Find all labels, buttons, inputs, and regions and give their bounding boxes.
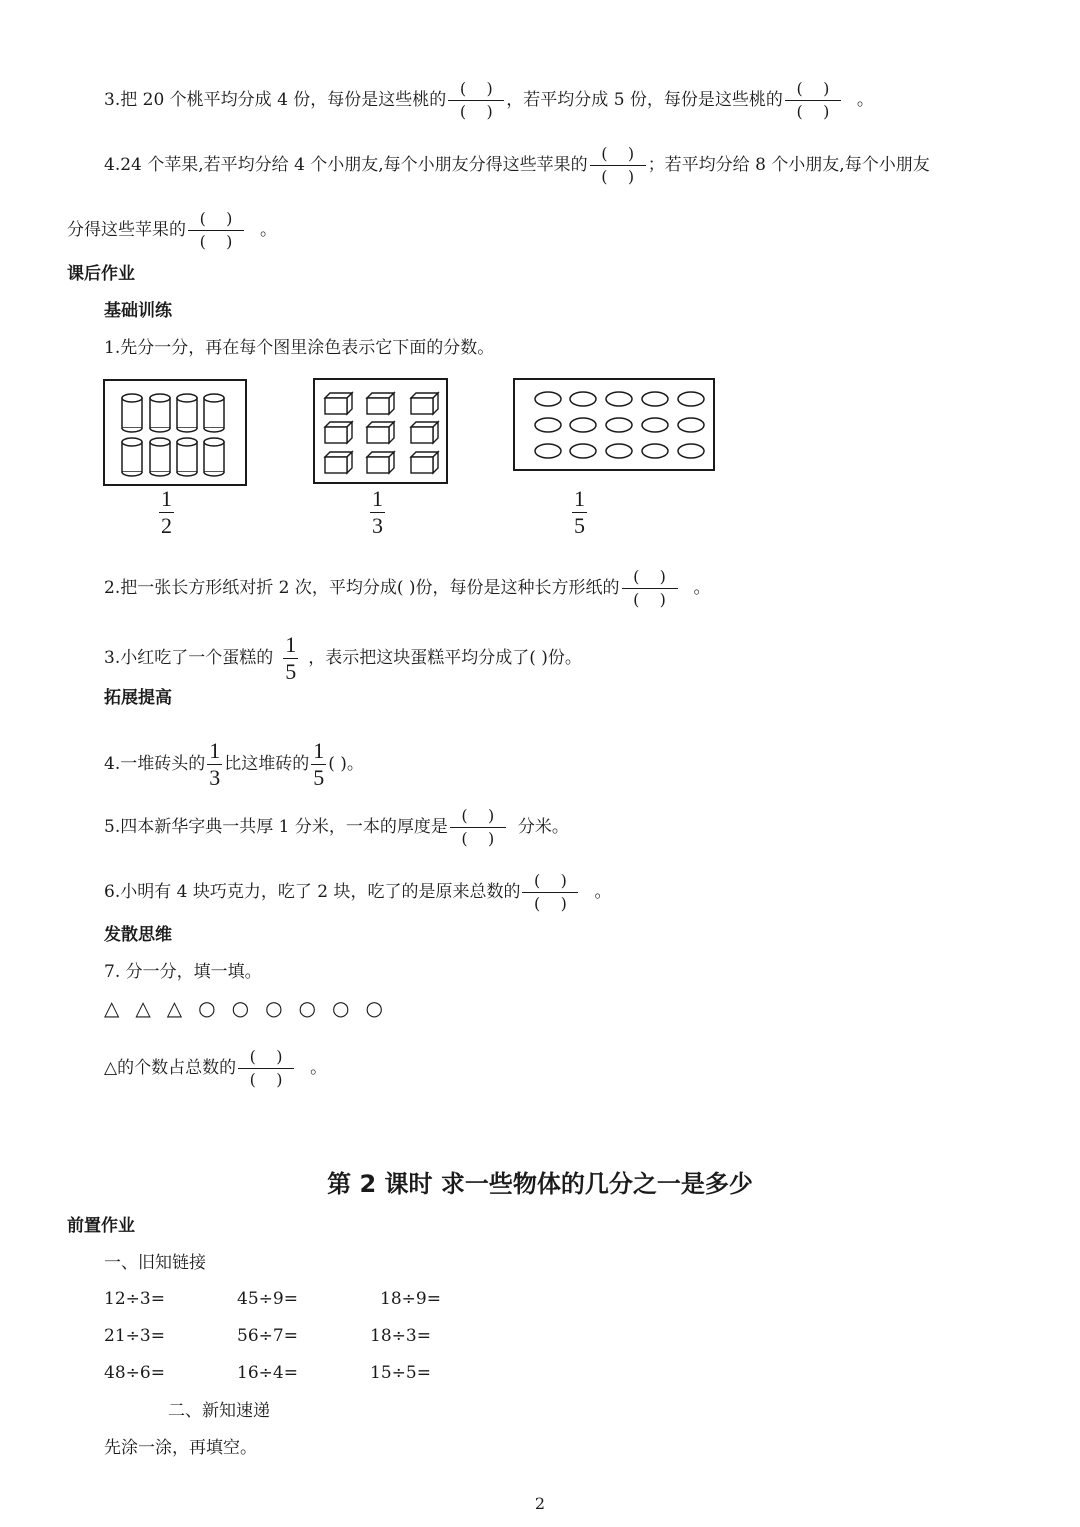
oval-icon bbox=[678, 444, 704, 458]
fraction-blank[interactable]: $\frac{( )}{( )}$ bbox=[522, 870, 578, 915]
section-heading-pre: 前置作业 bbox=[67, 1216, 135, 1236]
cube-icon bbox=[325, 422, 352, 443]
calc-item: 45÷9= bbox=[237, 1289, 298, 1309]
cylinders-picture bbox=[105, 381, 245, 484]
section-heading-homework: 课后作业 bbox=[67, 264, 135, 284]
exercise-2: 2.把一张长方形纸对折 2 次，平均分成( )份，每份是这种长方形纸的 $\frac{( )}{( )}$ 。 bbox=[104, 567, 711, 609]
calc-item: 16÷4= bbox=[237, 1363, 298, 1383]
circle-icon: ○ bbox=[265, 996, 283, 1020]
cube-icon bbox=[411, 422, 438, 443]
fraction-blank[interactable]: $\frac{( )}{( )}$ bbox=[448, 78, 504, 123]
fraction-under-box-3: $\frac{1}{5}$ bbox=[574, 486, 585, 538]
question-3: 3.把 20 个桃平均分成 4 份，每份是这些桃的 $\frac{( )}{( )}$ ，若平均分成 5 份，每份是这些桃的 $\frac{( )}{( )}$ 。 bbox=[104, 79, 874, 121]
fraction-blank[interactable]: $\frac{( )}{( )}$ bbox=[622, 566, 678, 611]
cylinder-icon bbox=[122, 438, 142, 476]
cylinder-icon bbox=[122, 394, 142, 432]
fraction-blank[interactable]: $\frac{( )}{( )}$ bbox=[590, 143, 646, 188]
section-heading-extend: 拓展提高 bbox=[104, 688, 172, 708]
fraction: $\frac{1}{5}$ bbox=[313, 738, 325, 790]
oval-icon bbox=[642, 392, 668, 406]
exercise-7-question: △的个数占总数的 $\frac{( )}{( )}$ 。 bbox=[104, 1047, 328, 1089]
oval-icon bbox=[570, 444, 596, 458]
oval-icon bbox=[606, 392, 632, 406]
fraction-blank[interactable]: $\frac{( )}{( )}$ bbox=[238, 1046, 294, 1091]
cube-icon bbox=[367, 393, 394, 414]
fraction: $\frac{1}{3}$ bbox=[209, 738, 221, 790]
calc-item: 21÷3= bbox=[104, 1326, 165, 1346]
oval-icon bbox=[535, 418, 561, 432]
pre-part-1-heading: 一、旧知链接 bbox=[104, 1253, 206, 1273]
cube-icon bbox=[411, 393, 438, 414]
calc-item: 18÷9= bbox=[380, 1289, 441, 1309]
fraction-blank[interactable]: $\frac{( )}{( )}$ bbox=[450, 805, 506, 850]
pre-part-2-heading: 二、新知速递 bbox=[168, 1401, 270, 1421]
oval-icon bbox=[606, 444, 632, 458]
calc-item: 12÷3= bbox=[104, 1289, 165, 1309]
circle-icon: ○ bbox=[331, 996, 350, 1020]
picture-box-cubes bbox=[313, 378, 448, 484]
question-4: 4.24 个苹果,若平均分给 4 个小朋友,每个小朋友分得这些苹果的 $\frac{( )}{( )}$ ；若平均分给 8 个小朋友,每个小朋友 bbox=[104, 144, 930, 186]
cylinder-icon bbox=[150, 438, 170, 476]
oval-icon bbox=[642, 444, 668, 458]
calc-item: 56÷7= bbox=[237, 1326, 298, 1346]
oval-icon bbox=[678, 392, 704, 406]
section-heading-divergent: 发散思维 bbox=[104, 925, 172, 945]
circle-icon: ○ bbox=[298, 996, 316, 1020]
calc-item: 15÷5= bbox=[370, 1363, 431, 1383]
fraction-under-box-1: $\frac{1}{2}$ bbox=[161, 486, 172, 538]
exercise-4: 4.一堆砖头的 $\frac{1}{3}$ 比这堆砖的 $\frac{1}{5}$ ( )。 bbox=[104, 738, 364, 790]
exercise-7-text: 7. 分一分，填一填。 bbox=[104, 962, 262, 982]
circle-icon: ○ bbox=[365, 996, 383, 1020]
cube-icon bbox=[411, 452, 438, 473]
cube-icon bbox=[325, 452, 352, 473]
oval-icon bbox=[678, 418, 704, 432]
oval-icon bbox=[606, 418, 632, 432]
pre-part-2-text: 先涂一涂，再填空。 bbox=[104, 1438, 257, 1458]
cylinder-icon bbox=[177, 394, 197, 432]
picture-box-ovals bbox=[513, 378, 715, 471]
fraction-under-box-2: $\frac{1}{3}$ bbox=[372, 486, 383, 538]
ovals-picture bbox=[515, 380, 713, 469]
oval-icon bbox=[535, 444, 561, 458]
lesson-title: 第 2 课时 求一些物体的几分之一是多少 bbox=[327, 1170, 753, 1198]
calc-item: 48÷6= bbox=[104, 1363, 165, 1383]
oval-icon bbox=[642, 418, 668, 432]
exercise-5: 5.四本新华字典一共厚 1 分米，一本的厚度是 $\frac{( )}{( )}$ 分米。 bbox=[104, 806, 569, 848]
cylinder-icon bbox=[204, 438, 224, 476]
circle-icon: ○ bbox=[231, 996, 250, 1020]
cylinder-icon bbox=[177, 438, 197, 476]
calc-item: 18÷3= bbox=[370, 1326, 431, 1346]
fraction: $\frac{1}{5}$ bbox=[285, 632, 297, 684]
oval-icon bbox=[535, 392, 561, 406]
fraction-blank[interactable]: $\frac{( )}{( )}$ bbox=[188, 208, 244, 253]
fraction-blank[interactable]: $\frac{( )}{( )}$ bbox=[785, 78, 841, 123]
cube-icon bbox=[367, 422, 394, 443]
section-heading-basic: 基础训练 bbox=[104, 301, 172, 321]
cubes-picture bbox=[315, 380, 446, 482]
exercise-1-text: 1.先分一分，再在每个图里涂色表示它下面的分数。 bbox=[104, 338, 495, 358]
cylinder-icon bbox=[204, 394, 224, 432]
exercise-3: 3.小红吃了一个蛋糕的 $\frac{1}{5}$ ，表示把这块蛋糕平均分成了( )份。 bbox=[104, 632, 582, 684]
question-4-continued: 分得这些苹果的 $\frac{( )}{( )}$ 。 bbox=[67, 209, 277, 251]
cylinder-icon bbox=[150, 394, 170, 432]
triangle-icon: △ bbox=[166, 996, 183, 1020]
triangle-icon: △ bbox=[135, 996, 151, 1020]
picture-box-cylinders bbox=[103, 379, 247, 486]
oval-icon bbox=[570, 418, 596, 432]
oval-icon bbox=[570, 392, 596, 406]
triangle-icon: △ bbox=[104, 996, 120, 1020]
shape-row bbox=[104, 996, 383, 1020]
exercise-6: 6.小明有 4 块巧克力，吃了 2 块，吃了的是原来总数的 $\frac{( )}{( )}$ 。 bbox=[104, 871, 612, 913]
circle-icon: ○ bbox=[198, 996, 216, 1020]
page-number: 2 bbox=[534, 1494, 546, 1513]
cube-icon bbox=[367, 452, 394, 473]
cube-icon bbox=[325, 393, 352, 414]
